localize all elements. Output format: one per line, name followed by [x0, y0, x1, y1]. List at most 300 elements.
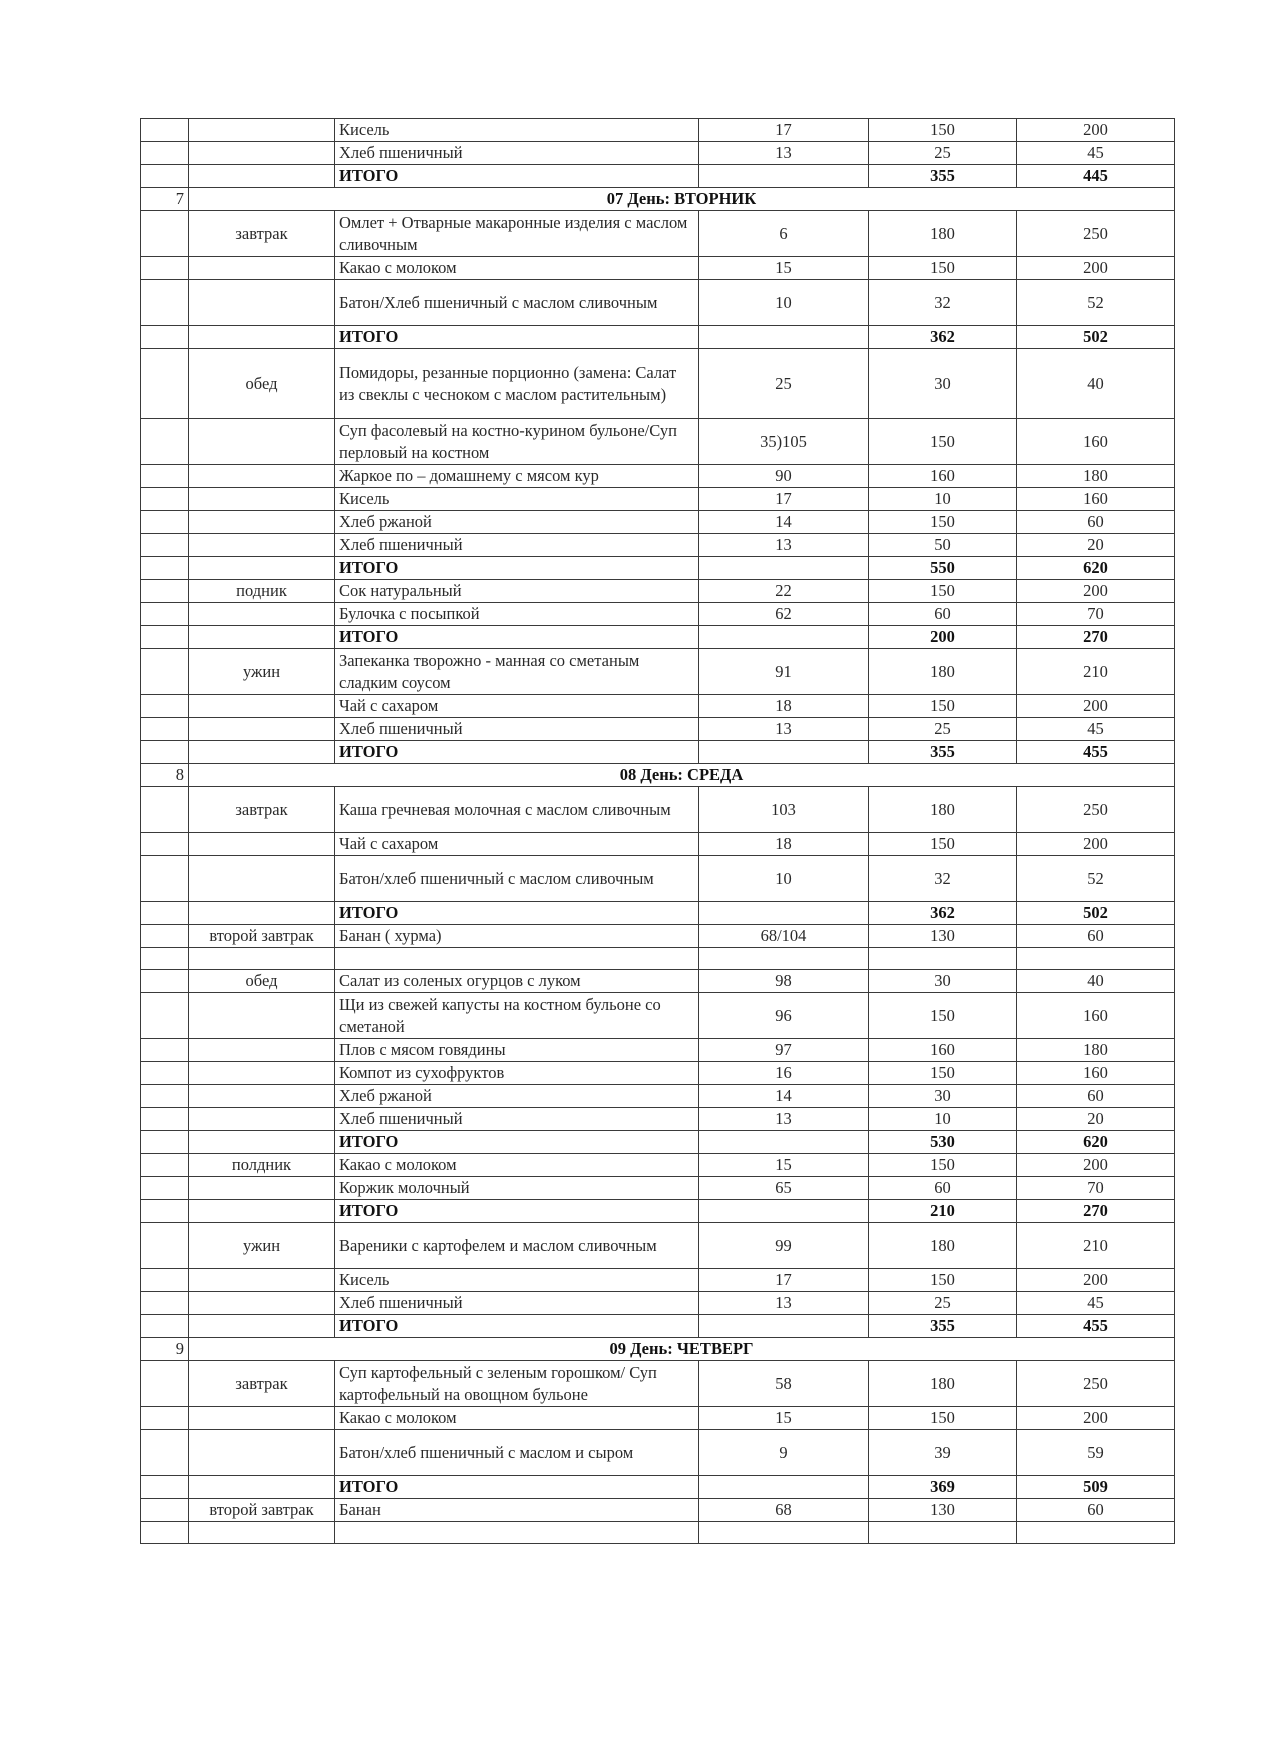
portion-small: 150 [869, 511, 1017, 534]
recipe-number [699, 165, 869, 188]
portion-small: 362 [869, 326, 1017, 349]
recipe-number: 10 [699, 856, 869, 902]
number-cell [141, 349, 189, 419]
empty-cell [335, 1522, 699, 1544]
recipe-number: 13 [699, 718, 869, 741]
recipe-number: 14 [699, 1085, 869, 1108]
dish-row [141, 349, 1175, 419]
recipe-number: 35)105 [699, 419, 869, 465]
portion-small: 10 [869, 1108, 1017, 1131]
recipe-number: 90 [699, 465, 869, 488]
meal-cell [189, 488, 335, 511]
portion-large: 45 [1017, 718, 1175, 741]
number-cell [141, 257, 189, 280]
portion-small: 200 [869, 626, 1017, 649]
dish-row [141, 787, 1175, 833]
recipe-number: 15 [699, 1154, 869, 1177]
meal-cell [189, 1177, 335, 1200]
number-cell [141, 1361, 189, 1407]
dish-name: Запеканка творожно - манная со сметаным сладким соусом [335, 649, 699, 695]
portion-large: 200 [1017, 257, 1175, 280]
recipe-number: 103 [699, 787, 869, 833]
day-title: 08 День: СРЕДА [189, 764, 1175, 787]
portion-small: 150 [869, 1407, 1017, 1430]
number-cell [141, 165, 189, 188]
dish-row [141, 534, 1175, 557]
recipe-number: 65 [699, 1177, 869, 1200]
recipe-number: 18 [699, 833, 869, 856]
dish-name: Банан ( хурма) [335, 925, 699, 948]
empty-cell [141, 1522, 189, 1544]
dish-row [141, 970, 1175, 993]
recipe-number: 17 [699, 488, 869, 511]
portion-small: 10 [869, 488, 1017, 511]
total-row [141, 1315, 1175, 1338]
meal-cell [189, 280, 335, 326]
recipe-number: 68/104 [699, 925, 869, 948]
portion-large: 70 [1017, 1177, 1175, 1200]
meal-cell: завтрак [189, 211, 335, 257]
portion-small: 150 [869, 419, 1017, 465]
dish-row [141, 419, 1175, 465]
portion-small: 25 [869, 142, 1017, 165]
meal-cell: завтрак [189, 787, 335, 833]
dish-row [141, 856, 1175, 902]
total-row [141, 1200, 1175, 1223]
portion-large: 160 [1017, 488, 1175, 511]
portion-small: 369 [869, 1476, 1017, 1499]
number-cell [141, 142, 189, 165]
portion-small: 25 [869, 1292, 1017, 1315]
meal-cell [189, 1315, 335, 1338]
portion-small: 150 [869, 993, 1017, 1039]
meal-cell [189, 833, 335, 856]
portion-small: 362 [869, 902, 1017, 925]
recipe-number: 6 [699, 211, 869, 257]
dish-row [141, 649, 1175, 695]
portion-small: 355 [869, 741, 1017, 764]
dish-row [141, 1292, 1175, 1315]
dish-row [141, 1430, 1175, 1476]
number-cell [141, 1315, 189, 1338]
portion-large: 250 [1017, 211, 1175, 257]
dish-row [141, 695, 1175, 718]
number-cell [141, 488, 189, 511]
meal-cell: обед [189, 970, 335, 993]
meal-cell [189, 326, 335, 349]
recipe-number: 9 [699, 1430, 869, 1476]
dish-name: Коржик молочный [335, 1177, 699, 1200]
day-number: 8 [141, 764, 189, 787]
meal-cell [189, 1407, 335, 1430]
portion-small: 150 [869, 695, 1017, 718]
recipe-number [699, 741, 869, 764]
dish-name: Хлеб ржаной [335, 1085, 699, 1108]
number-cell [141, 970, 189, 993]
meal-cell: ужин [189, 649, 335, 695]
portion-large: 455 [1017, 741, 1175, 764]
recipe-number: 13 [699, 1292, 869, 1315]
recipe-number [699, 1315, 869, 1338]
dish-name: Салат из соленых огурцов с луком [335, 970, 699, 993]
meal-cell [189, 1430, 335, 1476]
day-number: 9 [141, 1338, 189, 1361]
dish-row [141, 580, 1175, 603]
dish-name: Хлеб пшеничный [335, 1108, 699, 1131]
meal-cell [189, 902, 335, 925]
dish-row [141, 1499, 1175, 1522]
portion-large: 620 [1017, 557, 1175, 580]
empty-cell [699, 1522, 869, 1544]
dish-name: Хлеб пшеничный [335, 1292, 699, 1315]
day-header-row [141, 1338, 1175, 1361]
portion-small: 210 [869, 1200, 1017, 1223]
meal-cell [189, 718, 335, 741]
number-cell [141, 1131, 189, 1154]
dish-row [141, 465, 1175, 488]
recipe-number [699, 326, 869, 349]
portion-large: 59 [1017, 1430, 1175, 1476]
portion-large: 270 [1017, 626, 1175, 649]
total-row [141, 626, 1175, 649]
total-label: ИТОГО [335, 902, 699, 925]
meal-cell [189, 165, 335, 188]
dish-row [141, 1039, 1175, 1062]
dish-name: Чай с сахаром [335, 695, 699, 718]
total-label: ИТОГО [335, 741, 699, 764]
number-cell [141, 1269, 189, 1292]
portion-large: 40 [1017, 970, 1175, 993]
total-label: ИТОГО [335, 1476, 699, 1499]
day-number: 7 [141, 188, 189, 211]
portion-small: 150 [869, 833, 1017, 856]
meal-cell [189, 856, 335, 902]
dish-row [141, 119, 1175, 142]
dish-name: Батон/Хлеб пшеничный с маслом сливочным [335, 280, 699, 326]
dish-row [141, 1223, 1175, 1269]
portion-small: 32 [869, 280, 1017, 326]
total-label: ИТОГО [335, 1315, 699, 1338]
number-cell [141, 1476, 189, 1499]
dish-name: Булочка с посыпкой [335, 603, 699, 626]
meal-cell: второй завтрак [189, 1499, 335, 1522]
number-cell [141, 718, 189, 741]
empty-cell [335, 948, 699, 970]
number-cell [141, 1154, 189, 1177]
meal-cell [189, 142, 335, 165]
dish-name: Сок натуральный [335, 580, 699, 603]
dish-name: Суп картофельный с зеленым горошком/ Суп картофельный на овощном бульоне [335, 1361, 699, 1407]
meal-cell [189, 1269, 335, 1292]
portion-small: 130 [869, 1499, 1017, 1522]
portion-large: 160 [1017, 1062, 1175, 1085]
number-cell [141, 1062, 189, 1085]
day-title: 07 День: ВТОРНИК [189, 188, 1175, 211]
portion-small: 180 [869, 1223, 1017, 1269]
portion-large: 210 [1017, 649, 1175, 695]
recipe-number [699, 1200, 869, 1223]
meal-cell [189, 1108, 335, 1131]
number-cell [141, 534, 189, 557]
menu-table-body [141, 119, 1175, 1544]
portion-large: 200 [1017, 695, 1175, 718]
number-cell [141, 511, 189, 534]
recipe-number [699, 1476, 869, 1499]
empty-cell [869, 1522, 1017, 1544]
dish-row [141, 1108, 1175, 1131]
dish-name: Хлеб пшеничный [335, 534, 699, 557]
portion-small: 355 [869, 165, 1017, 188]
portion-large: 52 [1017, 856, 1175, 902]
number-cell [141, 741, 189, 764]
portion-small: 25 [869, 718, 1017, 741]
dish-name: Чай с сахаром [335, 833, 699, 856]
meal-cell [189, 1062, 335, 1085]
dish-row [141, 1361, 1175, 1407]
day-header-row [141, 764, 1175, 787]
number-cell [141, 119, 189, 142]
recipe-number: 16 [699, 1062, 869, 1085]
recipe-number: 13 [699, 1108, 869, 1131]
recipe-number: 99 [699, 1223, 869, 1269]
number-cell [141, 465, 189, 488]
number-cell [141, 1039, 189, 1062]
total-row [141, 557, 1175, 580]
dish-name: Каша гречневая молочная с маслом сливочным [335, 787, 699, 833]
portion-large: 180 [1017, 1039, 1175, 1062]
dish-row [141, 718, 1175, 741]
empty-cell [1017, 948, 1175, 970]
dish-name: Кисель [335, 488, 699, 511]
portion-large: 200 [1017, 1269, 1175, 1292]
total-row [141, 165, 1175, 188]
meal-cell: ужин [189, 1223, 335, 1269]
recipe-number: 10 [699, 280, 869, 326]
total-row [141, 902, 1175, 925]
recipe-number: 97 [699, 1039, 869, 1062]
empty-row [141, 1522, 1175, 1544]
portion-large: 20 [1017, 534, 1175, 557]
day-title: 09 День: ЧЕТВЕРГ [189, 1338, 1175, 1361]
dish-name: Жаркое по – домашнему с мясом кур [335, 465, 699, 488]
dish-row [141, 1407, 1175, 1430]
total-row [141, 1476, 1175, 1499]
meal-cell [189, 1039, 335, 1062]
portion-large: 52 [1017, 280, 1175, 326]
meal-cell [189, 557, 335, 580]
portion-small: 160 [869, 1039, 1017, 1062]
number-cell [141, 557, 189, 580]
meal-cell: полдник [189, 1154, 335, 1177]
portion-large: 502 [1017, 326, 1175, 349]
number-cell [141, 1177, 189, 1200]
portion-small: 30 [869, 970, 1017, 993]
total-label: ИТОГО [335, 165, 699, 188]
recipe-number: 25 [699, 349, 869, 419]
dish-row [141, 1177, 1175, 1200]
portion-small: 180 [869, 649, 1017, 695]
recipe-number: 13 [699, 534, 869, 557]
dish-name: Плов с мясом говядины [335, 1039, 699, 1062]
number-cell [141, 1407, 189, 1430]
portion-large: 180 [1017, 465, 1175, 488]
recipe-number: 22 [699, 580, 869, 603]
number-cell [141, 626, 189, 649]
portion-small: 150 [869, 580, 1017, 603]
number-cell [141, 1085, 189, 1108]
portion-small: 550 [869, 557, 1017, 580]
recipe-number [699, 626, 869, 649]
recipe-number: 58 [699, 1361, 869, 1407]
dish-name: Какао с молоком [335, 257, 699, 280]
menu-table [140, 118, 1175, 1544]
meal-cell: второй завтрак [189, 925, 335, 948]
dish-name: Какао с молоком [335, 1154, 699, 1177]
meal-cell [189, 603, 335, 626]
dish-name: Щи из свежей капусты на костном бульоне со сметаной [335, 993, 699, 1039]
number-cell [141, 280, 189, 326]
portion-large: 250 [1017, 1361, 1175, 1407]
total-row [141, 326, 1175, 349]
portion-large: 445 [1017, 165, 1175, 188]
portion-small: 530 [869, 1131, 1017, 1154]
dish-name: Кисель [335, 119, 699, 142]
portion-small: 150 [869, 257, 1017, 280]
recipe-number: 18 [699, 695, 869, 718]
dish-name: Хлеб ржаной [335, 511, 699, 534]
recipe-number: 68 [699, 1499, 869, 1522]
number-cell [141, 326, 189, 349]
dish-row [141, 603, 1175, 626]
portion-small: 180 [869, 787, 1017, 833]
dish-row [141, 1062, 1175, 1085]
meal-cell: подник [189, 580, 335, 603]
number-cell [141, 695, 189, 718]
portion-small: 30 [869, 1085, 1017, 1108]
portion-large: 200 [1017, 1407, 1175, 1430]
number-cell [141, 1108, 189, 1131]
dish-row [141, 511, 1175, 534]
portion-small: 150 [869, 1062, 1017, 1085]
portion-small: 60 [869, 603, 1017, 626]
portion-large: 200 [1017, 833, 1175, 856]
dish-row [141, 1269, 1175, 1292]
number-cell [141, 787, 189, 833]
dish-row [141, 211, 1175, 257]
dish-name: Банан [335, 1499, 699, 1522]
portion-small: 130 [869, 925, 1017, 948]
number-cell [141, 902, 189, 925]
meal-cell: обед [189, 349, 335, 419]
meal-cell [189, 626, 335, 649]
dish-name: Кисель [335, 1269, 699, 1292]
dish-name: Вареники с картофелем и маслом сливочным [335, 1223, 699, 1269]
total-label: ИТОГО [335, 557, 699, 580]
portion-large: 270 [1017, 1200, 1175, 1223]
portion-small: 150 [869, 119, 1017, 142]
dish-row [141, 1085, 1175, 1108]
portion-small: 39 [869, 1430, 1017, 1476]
empty-cell [869, 948, 1017, 970]
recipe-number: 15 [699, 257, 869, 280]
recipe-number: 14 [699, 511, 869, 534]
recipe-number: 98 [699, 970, 869, 993]
meal-cell [189, 1131, 335, 1154]
portion-large: 455 [1017, 1315, 1175, 1338]
portion-large: 160 [1017, 419, 1175, 465]
meal-cell [189, 993, 335, 1039]
dish-name: Батон/хлеб пшеничный с маслом и сыром [335, 1430, 699, 1476]
dish-name: Хлеб пшеничный [335, 142, 699, 165]
number-cell [141, 603, 189, 626]
portion-small: 150 [869, 1269, 1017, 1292]
dish-row [141, 142, 1175, 165]
dish-name: Суп фасолевый на костно-курином бульоне/Суп перловый на костном [335, 419, 699, 465]
portion-large: 250 [1017, 787, 1175, 833]
portion-large: 200 [1017, 580, 1175, 603]
total-label: ИТОГО [335, 326, 699, 349]
total-label: ИТОГО [335, 626, 699, 649]
dish-row [141, 257, 1175, 280]
portion-large: 620 [1017, 1131, 1175, 1154]
meal-cell [189, 511, 335, 534]
meal-cell [189, 1292, 335, 1315]
recipe-number: 62 [699, 603, 869, 626]
number-cell [141, 1223, 189, 1269]
dish-name: Хлеб пшеничный [335, 718, 699, 741]
portion-large: 20 [1017, 1108, 1175, 1131]
meal-cell [189, 534, 335, 557]
dish-name: Омлет + Отварные макаронные изделия с маслом сливочным [335, 211, 699, 257]
portion-large: 60 [1017, 1085, 1175, 1108]
number-cell [141, 1430, 189, 1476]
recipe-number: 17 [699, 1269, 869, 1292]
number-cell [141, 925, 189, 948]
total-row [141, 1131, 1175, 1154]
portion-large: 40 [1017, 349, 1175, 419]
recipe-number [699, 902, 869, 925]
portion-large: 200 [1017, 1154, 1175, 1177]
total-label: ИТОГО [335, 1200, 699, 1223]
recipe-number [699, 1131, 869, 1154]
portion-small: 355 [869, 1315, 1017, 1338]
portion-large: 60 [1017, 511, 1175, 534]
portion-small: 32 [869, 856, 1017, 902]
meal-cell [189, 741, 335, 764]
meal-cell: завтрак [189, 1361, 335, 1407]
portion-small: 160 [869, 465, 1017, 488]
number-cell [141, 580, 189, 603]
portion-large: 60 [1017, 925, 1175, 948]
empty-row [141, 948, 1175, 970]
total-row [141, 741, 1175, 764]
meal-cell [189, 465, 335, 488]
dish-row [141, 925, 1175, 948]
recipe-number: 91 [699, 649, 869, 695]
portion-large: 70 [1017, 603, 1175, 626]
empty-cell [1017, 1522, 1175, 1544]
portion-large: 210 [1017, 1223, 1175, 1269]
empty-cell [141, 948, 189, 970]
total-label: ИТОГО [335, 1131, 699, 1154]
number-cell [141, 993, 189, 1039]
dish-row [141, 993, 1175, 1039]
portion-large: 502 [1017, 902, 1175, 925]
meal-cell [189, 1085, 335, 1108]
portion-small: 180 [869, 211, 1017, 257]
number-cell [141, 649, 189, 695]
dish-row [141, 488, 1175, 511]
